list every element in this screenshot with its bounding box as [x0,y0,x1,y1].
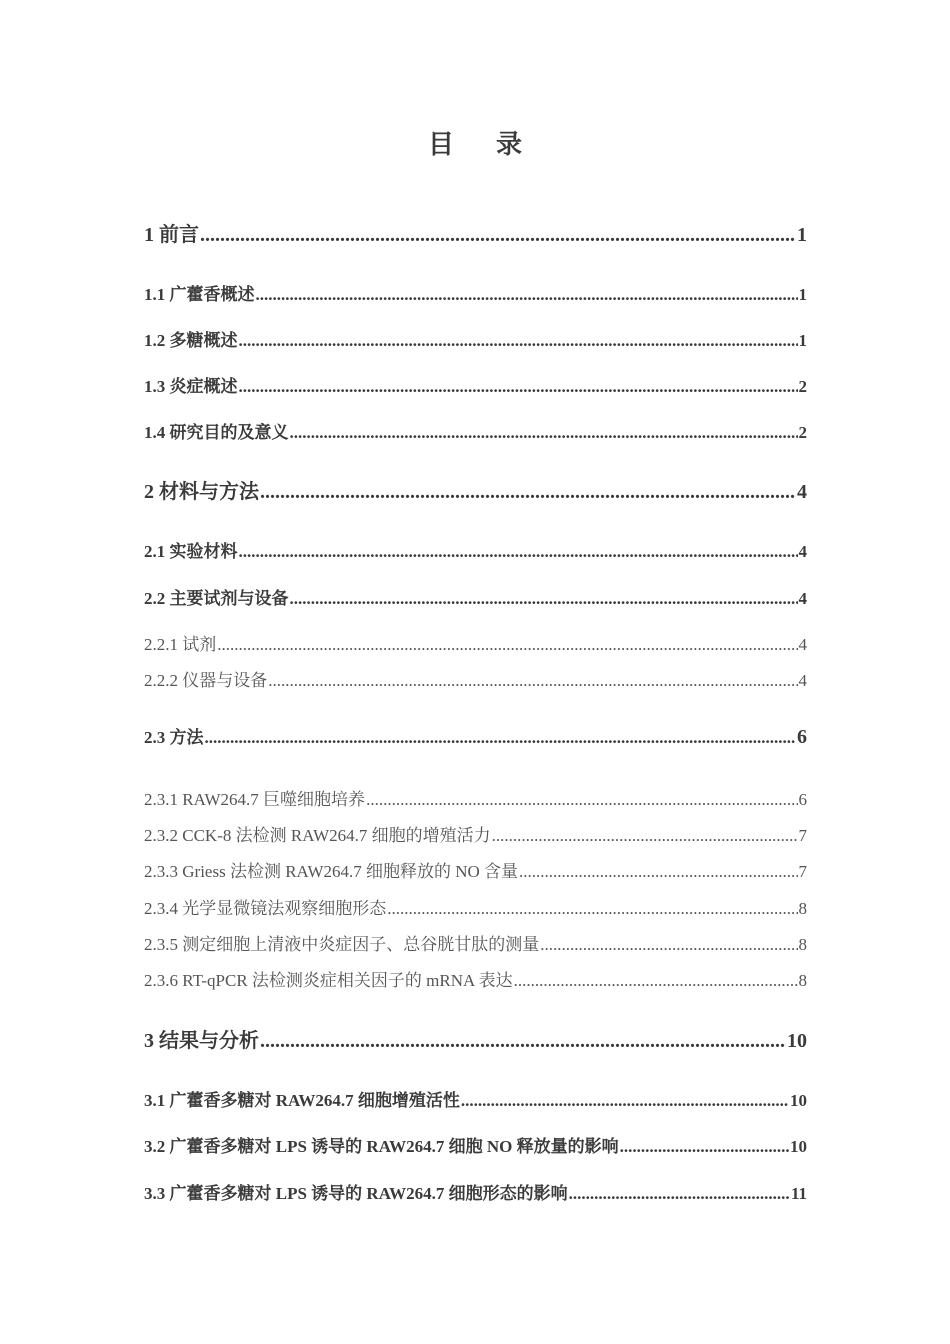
toc-entry-label: 1.3 炎症概述 [144,377,238,396]
toc-entry-2-3-4[interactable] [144,894,807,919]
toc-entry-label: 2 材料与方法 [144,481,259,503]
dot-leader [461,1091,789,1111]
title-char-1: 目 [427,130,454,159]
toc-entry-1-3[interactable] [144,372,807,397]
toc-entry-page: 8 [798,971,807,990]
toc-entry-label: 1.2 多糖概述 [144,331,238,350]
toc-entry-page: 10 [790,1091,807,1110]
toc-entry-2-3[interactable] [144,723,807,749]
toc-entry-1-4[interactable] [144,418,807,443]
toc-entry-2-3-2[interactable] [144,821,807,846]
toc-entry-page: 4 [798,542,807,561]
dot-leader [239,542,798,562]
dot-leader [205,728,797,748]
toc-entry-label: 2.3.1 RAW264.7 巨噬细胞培养 [144,790,366,809]
toc-entry-2-2-1[interactable] [144,630,807,655]
toc-entry-label: 1 前言 [144,224,199,246]
toc-entry-page: 1 [797,224,807,246]
page-title [0,124,950,161]
toc-entry-page: 4 [798,589,807,608]
toc-entry-3-1[interactable] [144,1086,807,1111]
toc-entry-2-3-5[interactable] [144,930,807,955]
dot-leader [200,224,796,247]
toc-entry-1[interactable] [144,218,807,247]
dot-leader [260,1030,786,1053]
toc-entry-label: 3.3 广藿香多糖对 LPS 诱导的 RAW264.7 细胞形态的影响 [144,1184,568,1203]
dot-leader [217,635,797,655]
toc-entry-2-2-2[interactable] [144,666,807,691]
dot-leader [239,331,798,351]
dot-leader [569,1184,790,1204]
toc-entry-page: 7 [798,826,807,845]
toc-entry-1-2[interactable] [144,326,807,351]
toc-entry-3-3[interactable] [144,1179,807,1204]
dot-leader [387,899,797,919]
toc-entry-label: 1.4 研究目的及意义 [144,423,289,442]
toc-entry-label: 3.1 广藿香多糖对 RAW264.7 细胞增殖活性 [144,1091,460,1110]
dot-leader [268,671,797,691]
title-char-2: 录 [496,130,523,159]
toc-entry-2[interactable] [144,475,807,504]
toc-entry-label: 3.2 广藿香多糖对 LPS 诱导的 RAW264.7 细胞 NO 释放量的影响 [144,1137,619,1156]
toc-entry-3[interactable] [144,1024,807,1053]
toc-entry-page: 4 [798,635,807,654]
toc-entry-page: 4 [797,481,807,503]
dot-leader [290,589,798,609]
dot-leader [514,971,798,991]
dot-leader [366,790,797,810]
dot-leader [256,285,798,305]
toc-entry-page: 10 [790,1137,807,1156]
toc-entry-2-3-6[interactable] [144,966,807,991]
toc-entry-label: 2.2 主要试剂与设备 [144,589,289,608]
toc-entry-1-1[interactable] [144,280,807,305]
toc-entry-3-2[interactable] [144,1132,807,1157]
toc-entry-label: 2.1 实验材料 [144,542,238,561]
toc-entry-page: 8 [798,899,807,918]
dot-leader [239,377,798,397]
toc-entry-page: 8 [798,935,807,954]
toc-entry-page: 6 [798,790,807,809]
toc-entry-page: 2 [798,423,807,442]
dot-leader [540,935,797,955]
toc-entry-label: 3 结果与分析 [144,1030,259,1052]
toc-entry-page: 1 [798,331,807,350]
toc-entry-label: 2.3 方法 [144,728,204,747]
dot-leader [519,862,797,882]
toc-entry-2-2[interactable] [144,584,807,609]
toc-entry-page: 1 [798,285,807,304]
dot-leader [492,826,798,846]
dot-leader [290,423,798,443]
toc-entry-label: 2.3.5 测定细胞上清液中炎症因子、总谷胱甘肽的测量 [144,935,540,954]
dot-leader [620,1137,789,1157]
toc-entry-page: 2 [798,377,807,396]
toc-entry-label: 2.2.1 试剂 [144,635,217,654]
toc-entry-page: 7 [798,862,807,881]
toc-entry-page: 11 [790,1184,807,1203]
toc-entry-label: 1.1 广藿香概述 [144,285,255,304]
toc-entry-label: 2.3.6 RT-qPCR 法检测炎症相关因子的 mRNA 表达 [144,971,513,990]
toc-entry-page: 4 [798,671,807,690]
toc-entry-page: 6 [797,726,807,748]
toc-entry-label: 2.3.2 CCK-8 法检测 RAW264.7 细胞的增殖活力 [144,826,491,845]
dot-leader [260,481,796,504]
toc-entry-page: 10 [787,1030,807,1052]
toc-entry-label: 2.3.3 Griess 法检测 RAW264.7 细胞释放的 NO 含量 [144,862,519,881]
toc-entry-2-3-1[interactable] [144,785,807,810]
toc-entry-label: 2.3.4 光学显微镜法观察细胞形态 [144,899,387,918]
toc-entry-2-3-3[interactable] [144,857,807,882]
toc-entry-2-1[interactable] [144,537,807,562]
toc-entry-label: 2.2.2 仪器与设备 [144,671,268,690]
